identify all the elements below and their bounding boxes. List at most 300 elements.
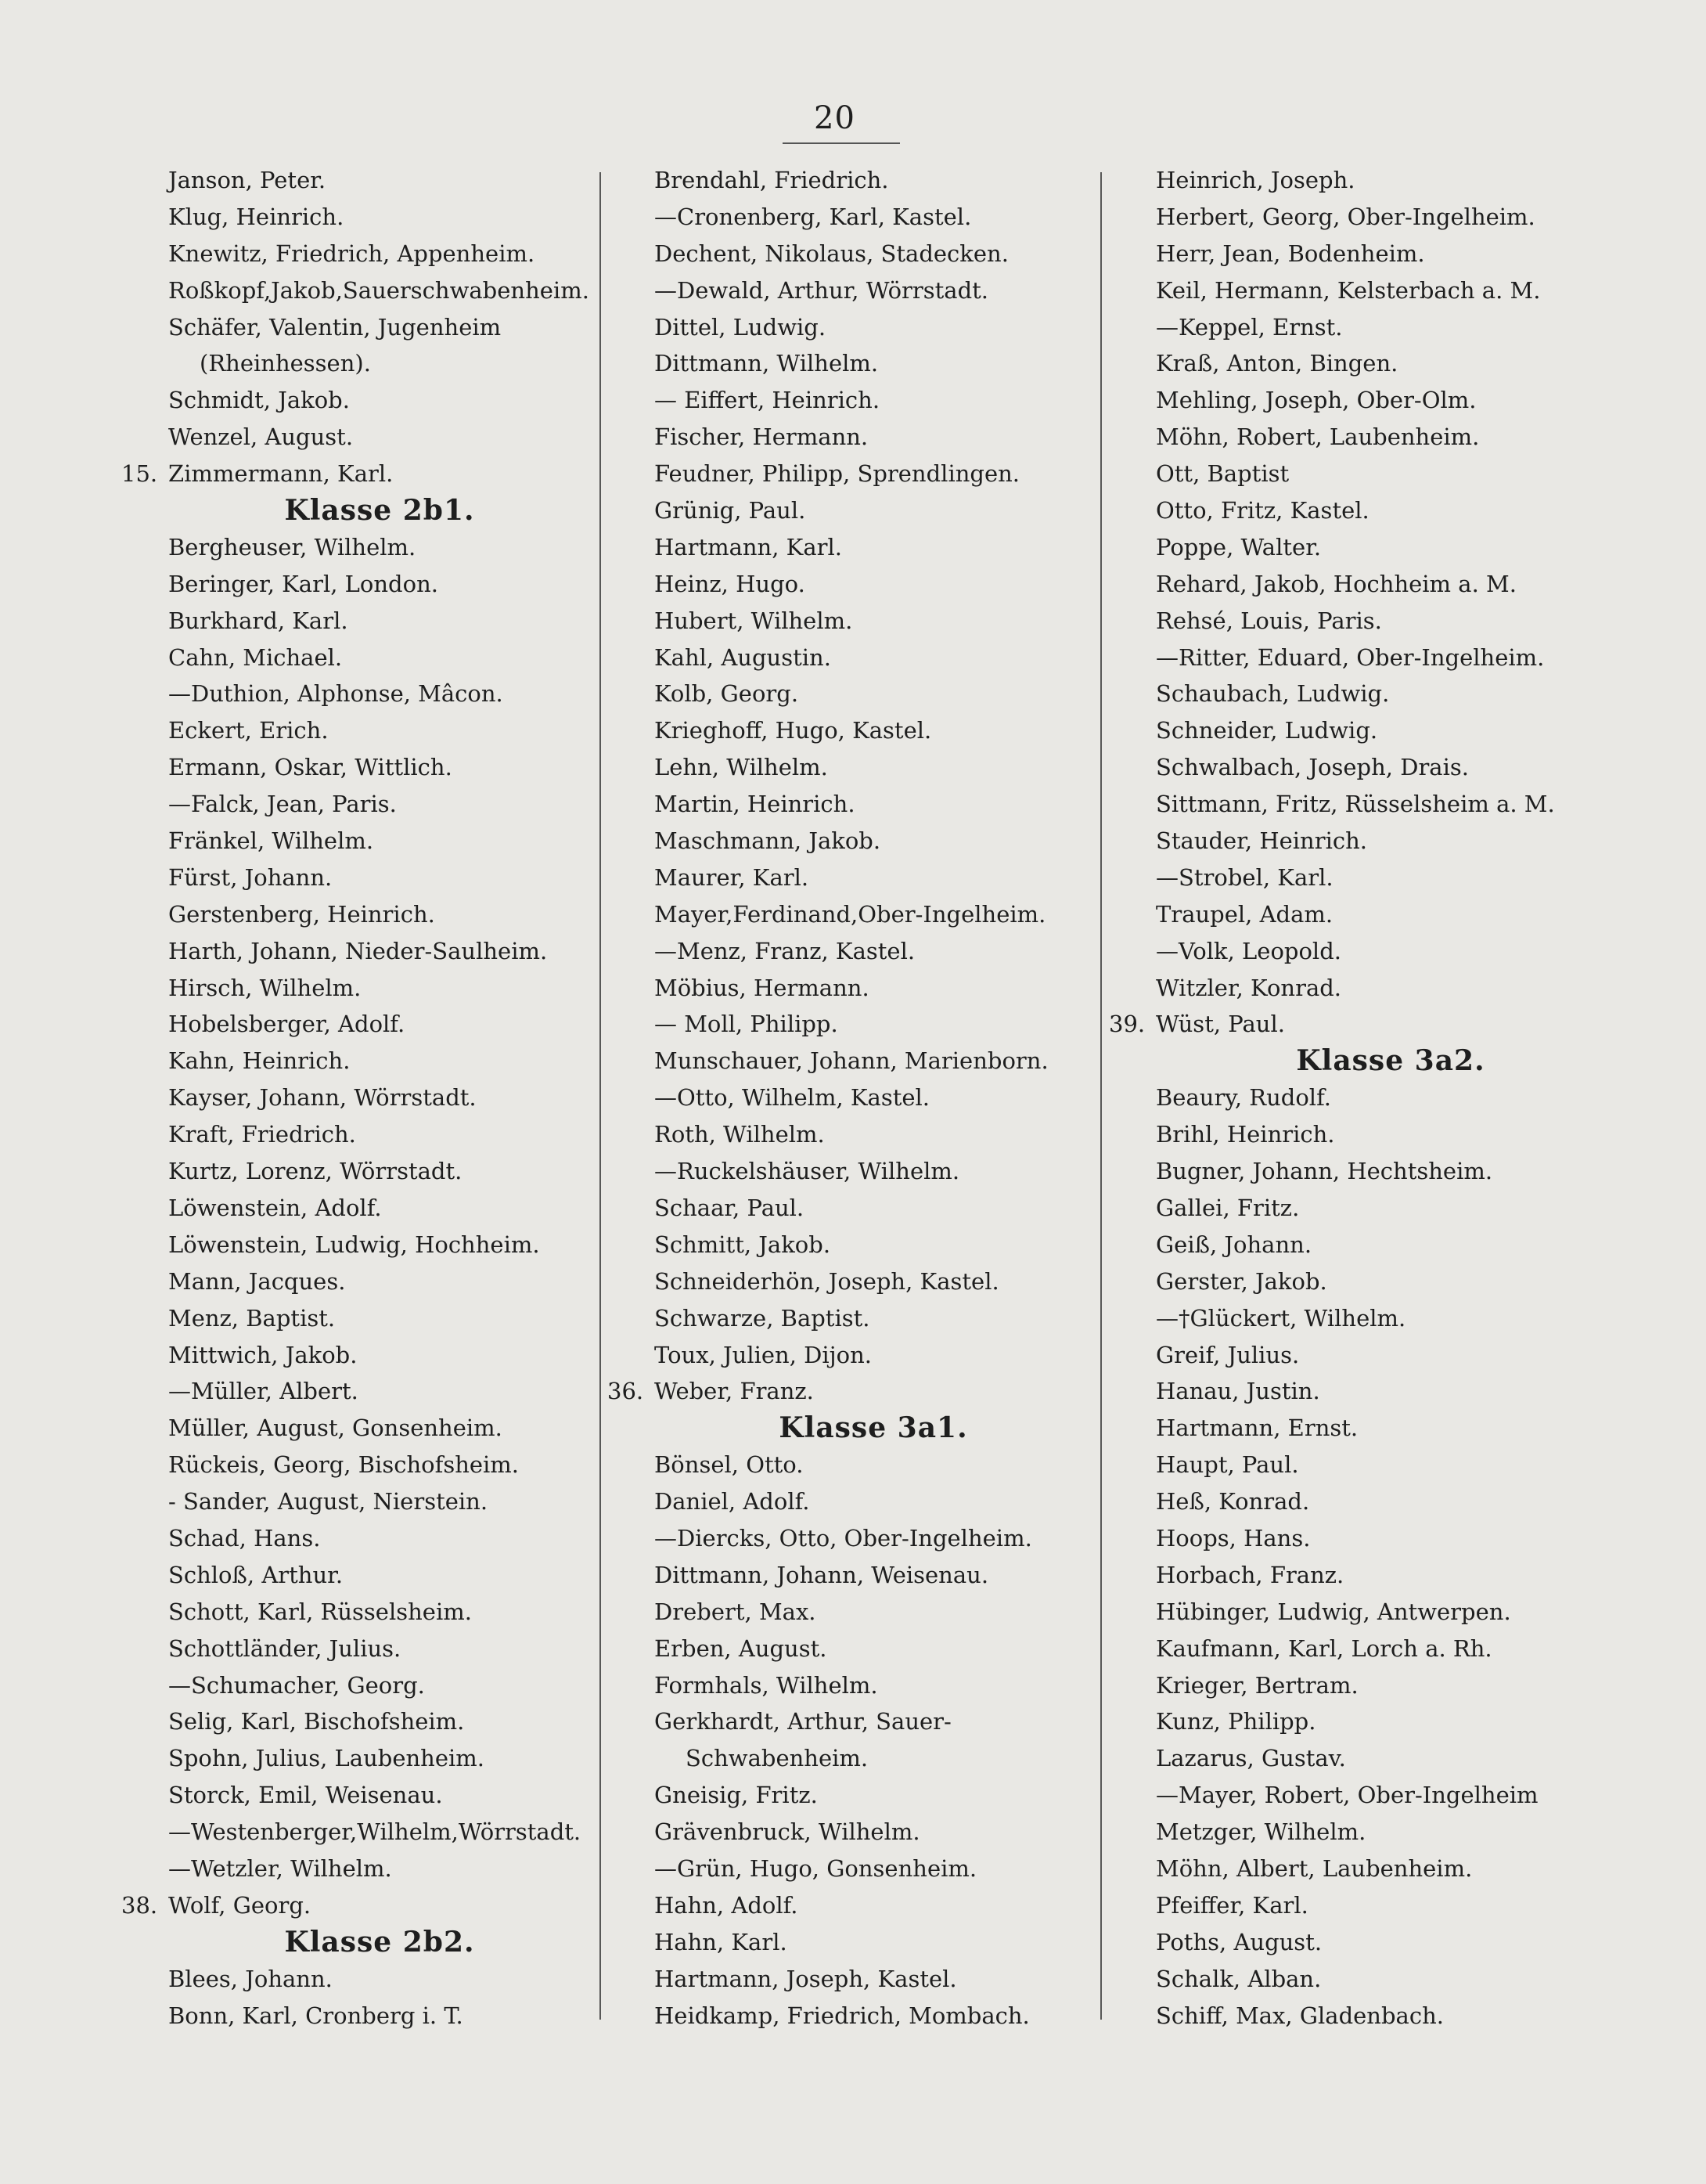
entry-text: Fränkel, Wilhelm. bbox=[168, 827, 374, 855]
name-entry bbox=[1156, 678, 1625, 709]
entry-text: Schottländer, Julius. bbox=[168, 1634, 401, 1662]
entry-text: Knewitz, Friedrich, Appenheim. bbox=[168, 240, 535, 267]
name-entry bbox=[168, 1082, 591, 1113]
name-entry bbox=[654, 1523, 1092, 1554]
class-heading bbox=[1156, 1045, 1625, 1076]
entry-text: Lehn, Wilhelm. bbox=[654, 754, 828, 781]
entry-text: Ermann, Oskar, Wittlich. bbox=[168, 754, 452, 781]
name-entry bbox=[1156, 605, 1625, 636]
name-entry bbox=[1156, 1559, 1625, 1591]
entry-text: Mayer,Ferdinand,Ober-Ingelheim. bbox=[654, 900, 1046, 928]
entry-text: Klasse 2b2. bbox=[284, 1925, 475, 1959]
entry-text: Kahl, Augustin. bbox=[654, 643, 831, 671]
entry-text: Poths, August. bbox=[1156, 1928, 1323, 1955]
entry-text: Gneisig, Fritz. bbox=[654, 1782, 818, 1809]
entry-text: —Ruckelshäuser, Wilhelm. bbox=[654, 1158, 960, 1185]
name-entry bbox=[168, 1119, 591, 1150]
name-entry bbox=[168, 1486, 591, 1517]
entry-text: Heinz, Hugo. bbox=[654, 570, 805, 597]
name-entry bbox=[654, 1045, 1092, 1076]
entry-text: Menz, Baptist. bbox=[168, 1304, 336, 1332]
entry-text: Krieger, Bertram. bbox=[1156, 1671, 1359, 1699]
entry-text: Roth, Wilhelm. bbox=[654, 1121, 825, 1148]
name-entry bbox=[1156, 1192, 1625, 1224]
entry-text: Löwenstein, Ludwig, Hochheim. bbox=[168, 1231, 540, 1258]
name-entry bbox=[1156, 1743, 1625, 1774]
entry-text: Heinrich, Joseph. bbox=[1156, 167, 1355, 193]
entry-text: Hoops, Hans. bbox=[1156, 1524, 1311, 1552]
entry-text: —†Glückert, Wilhelm. bbox=[1156, 1304, 1406, 1332]
entry-continuation bbox=[654, 1743, 1092, 1774]
entry-text: Hartmann, Ernst. bbox=[1156, 1415, 1359, 1442]
entry-text: Bonn, Karl, Cronberg i. T. bbox=[168, 2002, 463, 2029]
entry-text: Dittmann, Wilhelm. bbox=[654, 350, 879, 377]
name-entry bbox=[654, 495, 1092, 526]
entry-text: Schwabenheim. bbox=[686, 1745, 869, 1772]
entry-text: Hubert, Wilhelm. bbox=[654, 607, 853, 634]
entry-text: Toux, Julien, Dijon. bbox=[654, 1341, 873, 1368]
entry-text: Geiß, Johann. bbox=[1156, 1231, 1312, 1258]
name-entry bbox=[168, 715, 591, 746]
name-entry bbox=[654, 384, 1092, 416]
column-divider bbox=[1100, 172, 1102, 2020]
entry-text: Gallei, Fritz. bbox=[1156, 1194, 1300, 1221]
name-entry bbox=[654, 825, 1092, 856]
entry-text: Schaar, Paul. bbox=[654, 1194, 804, 1221]
name-entry bbox=[654, 1449, 1092, 1480]
entry-text: Schaubach, Ludwig. bbox=[1156, 680, 1390, 708]
name-entry bbox=[168, 605, 591, 636]
name-entry bbox=[168, 899, 591, 930]
entry-text: Dechent, Nikolaus, Stadecken. bbox=[654, 240, 1009, 267]
name-entry bbox=[1156, 1706, 1625, 1737]
entry-text: Spohn, Julius, Laubenheim. bbox=[168, 1745, 484, 1772]
entry-text: Fischer, Hermann. bbox=[654, 423, 869, 451]
column-divider bbox=[599, 172, 601, 2020]
name-entry bbox=[168, 1045, 591, 1076]
entry-text: Dittel, Ludwig. bbox=[654, 313, 826, 341]
name-entry bbox=[654, 935, 1092, 967]
name-entry bbox=[1156, 715, 1625, 746]
entry-text: Schmidt, Jakob. bbox=[168, 387, 350, 414]
entry-text: Roßkopf,Jakob,Sauerschwabenheim. bbox=[168, 276, 589, 304]
entry-text: —Müller, Albert. bbox=[168, 1378, 358, 1405]
name-entry bbox=[654, 1816, 1092, 1847]
name-entry bbox=[1156, 1119, 1625, 1150]
entry-text: Hirsch, Wilhelm. bbox=[168, 974, 362, 1001]
entry-text: —Otto, Wilhelm, Kastel. bbox=[654, 1084, 930, 1112]
entry-text: Hahn, Karl. bbox=[654, 1928, 787, 1955]
entry-text: Heß, Konrad. bbox=[1156, 1488, 1310, 1515]
entry-text: Traupel, Adam. bbox=[1156, 900, 1333, 928]
entry-text: Harth, Johann, Nieder-Saulheim. bbox=[168, 937, 548, 964]
entry-text: —Menz, Franz, Kastel. bbox=[654, 937, 916, 964]
entry-text: Metzger, Wilhelm. bbox=[1156, 1818, 1366, 1846]
entry-text: Kolb, Georg. bbox=[654, 680, 799, 708]
name-entry bbox=[654, 421, 1092, 452]
name-entry bbox=[168, 972, 591, 1004]
entry-text: Dittmann, Johann, Weisenau. bbox=[654, 1561, 989, 1588]
entry-text: Kraft, Friedrich. bbox=[168, 1121, 356, 1148]
entry-text: Wolf, Georg. bbox=[168, 1891, 311, 1919]
entry-count: 15. bbox=[121, 460, 158, 488]
class-heading bbox=[168, 1926, 591, 1958]
entry-text: Herbert, Georg, Ober-Ingelheim. bbox=[1156, 203, 1535, 230]
entry-text: Wüst, Paul. bbox=[1156, 1011, 1285, 1038]
entry-text: Hübinger, Ludwig, Antwerpen. bbox=[1156, 1598, 1511, 1625]
name-entry bbox=[654, 642, 1092, 673]
name-entry bbox=[654, 568, 1092, 600]
name-entry bbox=[607, 1375, 1092, 1407]
entry-text: Pfeiffer, Karl. bbox=[1156, 1891, 1308, 1919]
entry-text: —Grün, Hugo, Gonsenheim. bbox=[654, 1854, 977, 1882]
entry-text: Hahn, Adolf. bbox=[654, 1891, 798, 1919]
name-entry bbox=[654, 715, 1092, 746]
name-entry bbox=[168, 1779, 591, 1811]
name-entry bbox=[1156, 1523, 1625, 1554]
entry-text: Greif, Julius. bbox=[1156, 1341, 1300, 1368]
name-entry bbox=[654, 1670, 1092, 1701]
entry-text: Cahn, Michael. bbox=[168, 643, 343, 671]
page-number: 20 bbox=[814, 100, 855, 136]
entry-text: Gerster, Jakob. bbox=[1156, 1267, 1327, 1295]
column-1 bbox=[121, 164, 591, 2031]
entry-count: 39. bbox=[1109, 1011, 1146, 1038]
entry-text: Zimmermann, Karl. bbox=[168, 460, 394, 488]
name-entry bbox=[1156, 899, 1625, 930]
entry-text: Maschmann, Jakob. bbox=[654, 827, 881, 855]
entry-text: Maurer, Karl. bbox=[654, 863, 809, 891]
entry-text: Möhn, Albert, Laubenheim. bbox=[1156, 1854, 1473, 1882]
entry-text: Hanau, Justin. bbox=[1156, 1378, 1320, 1405]
entry-text: Schott, Karl, Rüsselsheim. bbox=[168, 1598, 472, 1625]
entry-text: Stauder, Heinrich. bbox=[1156, 827, 1368, 855]
name-entry bbox=[654, 1008, 1092, 1040]
name-entry bbox=[654, 1926, 1092, 1958]
entry-text: Otto, Fritz, Kastel. bbox=[1156, 497, 1369, 524]
entry-text: Möhn, Robert, Laubenheim. bbox=[1156, 423, 1480, 451]
name-entry bbox=[654, 1706, 1092, 1737]
name-entry bbox=[654, 1155, 1092, 1187]
entry-text: —Duthion, Alphonse, Mâcon. bbox=[168, 680, 503, 708]
name-entry bbox=[1156, 1412, 1625, 1443]
class-heading bbox=[168, 495, 591, 526]
entry-text: Beringer, Karl, London. bbox=[168, 570, 438, 597]
entry-text: Munschauer, Johann, Marienborn. bbox=[654, 1047, 1049, 1075]
entry-text: Kurtz, Lorenz, Wörrstadt. bbox=[168, 1158, 462, 1185]
name-entry bbox=[168, 312, 591, 343]
entry-text: —Cronenberg, Karl, Kastel. bbox=[654, 203, 972, 230]
name-entry bbox=[1156, 275, 1625, 306]
entry-text: Schmitt, Jakob. bbox=[654, 1231, 831, 1258]
name-entry bbox=[1156, 1229, 1625, 1260]
name-entry bbox=[168, 1449, 591, 1480]
name-entry bbox=[168, 201, 591, 232]
entry-text: Müller, August, Gonsenheim. bbox=[168, 1415, 502, 1442]
entry-text: Rehard, Jakob, Hochheim a. M. bbox=[1156, 570, 1517, 597]
name-entry bbox=[1156, 642, 1625, 673]
entry-text: - Sander, August, Nierstein. bbox=[168, 1488, 488, 1515]
entry-text: Janson, Peter. bbox=[168, 167, 326, 193]
entry-text: Mehling, Joseph, Ober-Olm. bbox=[1156, 387, 1477, 414]
name-entry bbox=[1156, 458, 1625, 489]
name-entry bbox=[168, 825, 591, 856]
entry-text: Blees, Johann. bbox=[168, 1965, 333, 1992]
name-entry bbox=[654, 312, 1092, 343]
name-entry bbox=[168, 568, 591, 600]
entry-text: Schneider, Ludwig. bbox=[1156, 717, 1378, 744]
entry-text: Horbach, Franz. bbox=[1156, 1561, 1344, 1588]
entry-text: Bugner, Johann, Hechtsheim. bbox=[1156, 1158, 1493, 1185]
name-entry bbox=[1156, 1816, 1625, 1847]
entry-text: Lazarus, Gustav. bbox=[1156, 1745, 1346, 1772]
entry-count: 36. bbox=[607, 1378, 644, 1405]
name-entry bbox=[654, 1963, 1092, 1995]
name-entry bbox=[654, 238, 1092, 269]
entry-text: —Volk, Leopold. bbox=[1156, 937, 1341, 964]
name-entry bbox=[168, 421, 591, 452]
entry-text: Weber, Franz. bbox=[654, 1378, 814, 1405]
entry-text: Klasse 3a1. bbox=[779, 1411, 968, 1445]
name-entry bbox=[168, 935, 591, 967]
name-entry bbox=[654, 458, 1092, 489]
name-entry bbox=[1156, 1779, 1625, 1811]
entry-text: —Strobel, Karl. bbox=[1156, 863, 1333, 891]
name-entry bbox=[168, 1375, 591, 1407]
name-entry bbox=[654, 1119, 1092, 1150]
entry-text: Burkhard, Karl. bbox=[168, 607, 348, 634]
name-entry bbox=[1156, 1890, 1625, 1921]
name-entry bbox=[168, 1266, 591, 1297]
name-entry bbox=[168, 1596, 591, 1627]
name-entry bbox=[1156, 1926, 1625, 1958]
name-entry bbox=[654, 1486, 1092, 1517]
name-entry bbox=[654, 1633, 1092, 1664]
entry-text: —Westenberger,Wilhelm,Wörrstadt. bbox=[168, 1818, 581, 1846]
entry-text: Schwalbach, Joseph, Drais. bbox=[1156, 754, 1469, 781]
name-entry bbox=[1156, 1596, 1625, 1627]
entry-text: Rückeis, Georg, Bischofsheim. bbox=[168, 1451, 520, 1479]
entry-text: Krieghoff, Hugo, Kastel. bbox=[654, 717, 932, 744]
name-entry bbox=[168, 1743, 591, 1774]
entry-text: Martin, Heinrich. bbox=[654, 791, 855, 818]
name-entry bbox=[168, 532, 591, 563]
name-entry bbox=[654, 1596, 1092, 1627]
name-entry bbox=[654, 348, 1092, 379]
name-entry bbox=[1156, 1339, 1625, 1371]
name-entry bbox=[168, 1412, 591, 1443]
entry-text: — Eiffert, Heinrich. bbox=[654, 387, 880, 414]
column-3 bbox=[1109, 164, 1625, 2031]
entry-text: Feudner, Philipp, Sprendlingen. bbox=[654, 460, 1020, 488]
name-entry bbox=[654, 788, 1092, 820]
entry-text: Drebert, Max. bbox=[654, 1598, 816, 1625]
entry-text: Schneiderhön, Joseph, Kastel. bbox=[654, 1267, 999, 1295]
entry-text: Klasse 2b1. bbox=[284, 494, 475, 528]
entry-text: Storck, Emil, Weisenau. bbox=[168, 1782, 443, 1809]
name-entry bbox=[1156, 1486, 1625, 1517]
name-entry bbox=[654, 1779, 1092, 1811]
name-entry bbox=[654, 1266, 1092, 1297]
name-entry bbox=[168, 1670, 591, 1701]
name-entry bbox=[1156, 1853, 1625, 1884]
name-entry bbox=[654, 1229, 1092, 1260]
entry-text: Haupt, Paul. bbox=[1156, 1451, 1299, 1479]
name-entry bbox=[168, 1229, 591, 1260]
name-entry bbox=[1156, 348, 1625, 379]
name-entry bbox=[168, 1192, 591, 1224]
column-2 bbox=[607, 164, 1092, 2031]
name-entry bbox=[654, 164, 1092, 196]
name-entry bbox=[1156, 1082, 1625, 1113]
name-entry bbox=[168, 751, 591, 783]
name-entry bbox=[1156, 1375, 1625, 1407]
entry-text: —Ritter, Eduard, Ober-Ingelheim. bbox=[1156, 643, 1545, 671]
entry-text: Grünig, Paul. bbox=[654, 497, 806, 524]
name-entry bbox=[654, 1192, 1092, 1224]
entry-text: Keil, Hermann, Kelsterbach a. M. bbox=[1156, 276, 1541, 304]
entry-text: —Diercks, Otto, Ober-Ingelheim. bbox=[654, 1524, 1032, 1552]
entry-text: Grävenbruck, Wilhelm. bbox=[654, 1818, 920, 1846]
name-entry bbox=[1156, 312, 1625, 343]
entry-text: —Schumacher, Georg. bbox=[168, 1671, 425, 1699]
name-entry bbox=[654, 1082, 1092, 1113]
name-entry bbox=[168, 384, 591, 416]
header-rule bbox=[783, 142, 900, 144]
name-entry bbox=[168, 1706, 591, 1737]
entry-text: Daniel, Adolf. bbox=[654, 1488, 810, 1515]
name-entry bbox=[168, 1633, 591, 1664]
name-entry bbox=[168, 1559, 591, 1591]
name-entry bbox=[1156, 862, 1625, 893]
entry-text: —Wetzler, Wilhelm. bbox=[168, 1854, 392, 1882]
entry-text: Schloß, Arthur. bbox=[168, 1561, 344, 1588]
entry-text: Möbius, Hermann. bbox=[654, 974, 869, 1001]
name-entry bbox=[168, 1008, 591, 1040]
name-entry bbox=[168, 1303, 591, 1334]
entry-text: —Keppel, Ernst. bbox=[1156, 313, 1343, 341]
entry-text: Poppe, Walter. bbox=[1156, 533, 1322, 560]
entry-text: Klasse 3a2. bbox=[1296, 1044, 1485, 1078]
entry-text: Herr, Jean, Bodenheim. bbox=[1156, 240, 1425, 267]
entry-text: Mittwich, Jakob. bbox=[168, 1341, 358, 1368]
entry-text: Mann, Jacques. bbox=[168, 1267, 346, 1295]
name-entry bbox=[654, 862, 1092, 893]
entry-text: Löwenstein, Adolf. bbox=[168, 1194, 382, 1221]
name-entry bbox=[654, 972, 1092, 1004]
entry-text: Schad, Hans. bbox=[168, 1524, 321, 1552]
entry-text: Gerkhardt, Arthur, Sauer- bbox=[654, 1708, 952, 1735]
entry-text: Gerstenberg, Heinrich. bbox=[168, 900, 435, 928]
entry-text: Erben, August. bbox=[654, 1634, 827, 1662]
entry-continuation bbox=[168, 348, 591, 379]
name-entry bbox=[654, 1559, 1092, 1591]
name-entry bbox=[168, 1963, 591, 1995]
name-entry bbox=[1156, 384, 1625, 416]
name-entry bbox=[1156, 421, 1625, 452]
entry-text: Kayser, Johann, Wörrstadt. bbox=[168, 1084, 477, 1112]
name-entry bbox=[1156, 1155, 1625, 1187]
entry-text: Brihl, Heinrich. bbox=[1156, 1121, 1335, 1148]
entry-text: Rehsé, Louis, Paris. bbox=[1156, 607, 1382, 634]
entry-text: Bönsel, Otto. bbox=[654, 1451, 804, 1479]
entry-text: Fürst, Johann. bbox=[168, 863, 333, 891]
name-entry bbox=[168, 642, 591, 673]
name-entry bbox=[1156, 751, 1625, 783]
name-entry bbox=[654, 2000, 1092, 2031]
name-entry bbox=[168, 164, 591, 196]
entry-text: Sittmann, Fritz, Rüsselsheim a. M. bbox=[1156, 791, 1555, 818]
entry-text: (Rheinhessen). bbox=[200, 350, 371, 377]
name-entry bbox=[1156, 1633, 1625, 1664]
entry-text: — Moll, Philipp. bbox=[654, 1011, 838, 1038]
entry-text: Witzler, Konrad. bbox=[1156, 974, 1342, 1001]
entry-text: Heidkamp, Friedrich, Mombach. bbox=[654, 2002, 1030, 2029]
entry-text: Hobelsberger, Adolf. bbox=[168, 1011, 405, 1038]
name-entry bbox=[1156, 788, 1625, 820]
name-entry bbox=[654, 751, 1092, 783]
name-entry bbox=[168, 1155, 591, 1187]
entry-text: Schäfer, Valentin, Jugenheim bbox=[168, 313, 502, 341]
class-heading bbox=[654, 1412, 1092, 1443]
name-entry bbox=[1156, 1670, 1625, 1701]
name-entry bbox=[168, 1816, 591, 1847]
name-entry bbox=[121, 458, 591, 489]
entry-text: Schiff, Max, Gladenbach. bbox=[1156, 2002, 1444, 2029]
name-entry bbox=[121, 1890, 591, 1921]
name-entry bbox=[1109, 1008, 1625, 1040]
entry-text: —Dewald, Arthur, Wörrstadt. bbox=[654, 276, 989, 304]
entry-text: Kunz, Philipp. bbox=[1156, 1708, 1316, 1735]
name-entry bbox=[168, 238, 591, 269]
entry-text: Schwarze, Baptist. bbox=[654, 1304, 870, 1332]
name-entry bbox=[1156, 972, 1625, 1004]
entry-text: Formhals, Wilhelm. bbox=[654, 1671, 878, 1699]
name-entry bbox=[1156, 532, 1625, 563]
name-entry bbox=[654, 275, 1092, 306]
name-entry bbox=[168, 1339, 591, 1371]
name-entry bbox=[168, 1523, 591, 1554]
entry-text: Schalk, Alban. bbox=[1156, 1965, 1322, 1992]
entry-text: —Falck, Jean, Paris. bbox=[168, 791, 397, 818]
entry-count: 38. bbox=[121, 1891, 158, 1919]
name-entry bbox=[654, 899, 1092, 930]
name-entry bbox=[654, 1853, 1092, 1884]
name-entry bbox=[654, 532, 1092, 563]
name-entry bbox=[1156, 164, 1625, 196]
name-entry bbox=[1156, 1303, 1625, 1334]
name-entry bbox=[168, 275, 591, 306]
name-entry bbox=[654, 201, 1092, 232]
name-entry bbox=[1156, 1963, 1625, 1995]
name-entry bbox=[1156, 1449, 1625, 1480]
entry-text: Kaufmann, Karl, Lorch a. Rh. bbox=[1156, 1634, 1492, 1662]
name-entry bbox=[654, 1303, 1092, 1334]
name-entry bbox=[654, 678, 1092, 709]
entry-text: Bergheuser, Wilhelm. bbox=[168, 533, 416, 560]
entry-text: Ott, Baptist bbox=[1156, 460, 1290, 488]
entry-text: Eckert, Erich. bbox=[168, 717, 329, 744]
name-entry bbox=[1156, 201, 1625, 232]
entry-text: Wenzel, August. bbox=[168, 423, 354, 451]
entry-text: Beaury, Rudolf. bbox=[1156, 1084, 1331, 1112]
name-entry bbox=[168, 1853, 591, 1884]
entry-text: Hartmann, Karl. bbox=[654, 533, 842, 560]
entry-text: Hartmann, Joseph, Kastel. bbox=[654, 1965, 957, 1992]
entry-text: Klug, Heinrich. bbox=[168, 203, 344, 230]
name-entry bbox=[1156, 495, 1625, 526]
name-entry bbox=[1156, 935, 1625, 967]
